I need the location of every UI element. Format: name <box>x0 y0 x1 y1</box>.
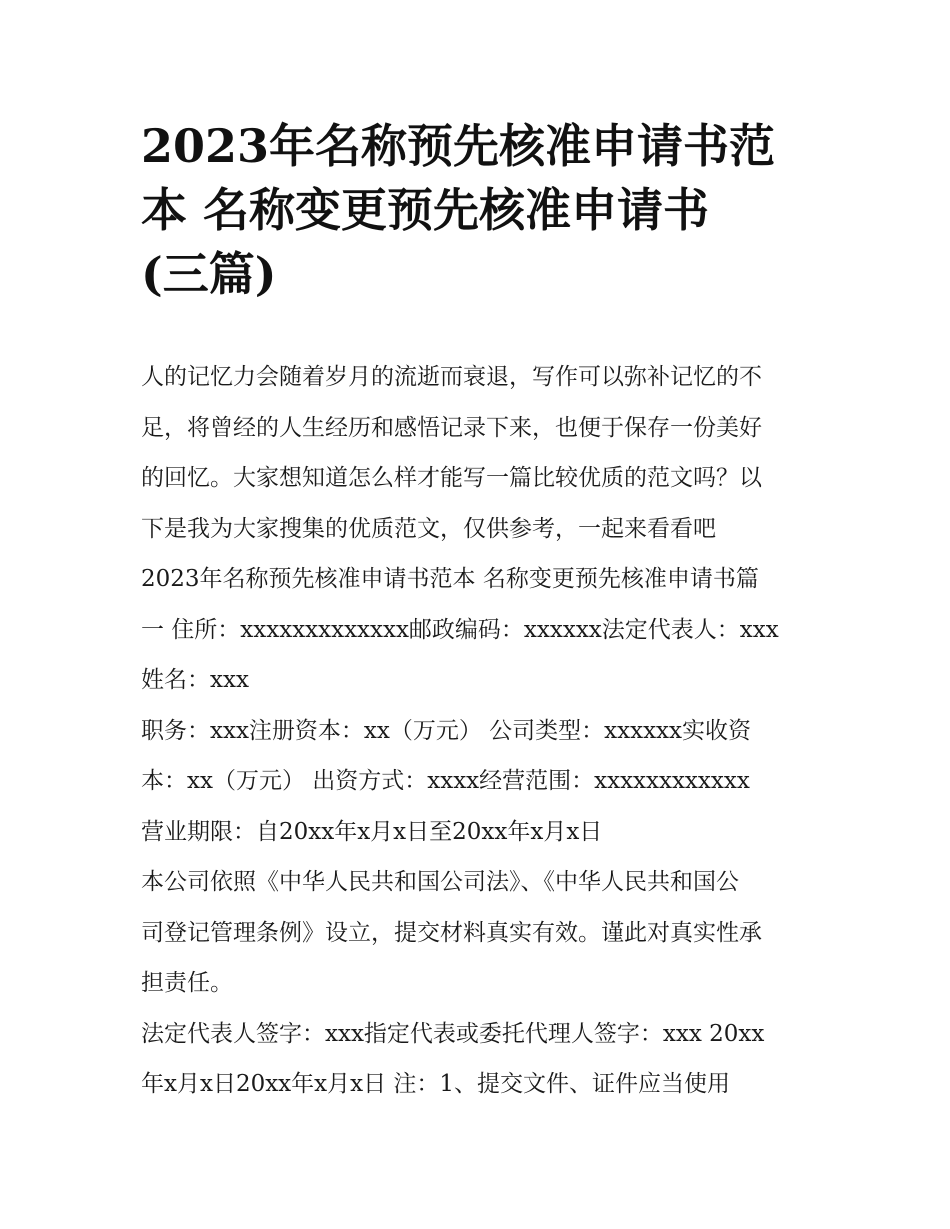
body-line: 司登记管理条例》设立，提交材料真实有效。谨此对真实性承 <box>141 919 762 946</box>
title-line: (三篇) <box>141 247 277 301</box>
body-line: 姓名：xxx <box>141 667 249 693</box>
body-line: 足，将曾经的人生经历和感悟记录下来，也便于保存一份美好 <box>141 414 762 441</box>
body-line: 营业期限：自20xx年x月x日至20xx年x月x日 <box>141 818 603 845</box>
body-line: 一 住所：xxxxxxxxxxxxx邮政编码：xxxxxx法定代表人：xxx <box>141 616 779 643</box>
body-line: 本公司依照《中华人民共和国公司法》、《中华人民共和国公 <box>141 869 739 895</box>
body-line: 担责任。 <box>141 970 233 996</box>
body-line: 本：xx（万元） 出资方式：xxxx经营范围：xxxxxxxxxxxx <box>141 768 750 794</box>
title-line: 2023年名称预先核准申请书范 <box>141 119 776 173</box>
body-line: 法定代表人签字：xxx指定代表或委托代理人签字：xxx 20xx <box>141 1020 765 1047</box>
body-line: 2023年名称预先核准申请书范本 名称变更预先核准申请书篇 <box>141 566 759 592</box>
body-line: 人的记忆力会随着岁月的流逝而衰退，写作可以弥补记忆的不 <box>141 364 762 390</box>
body-line: 年x月x日20xx年x月x日 注：1、提交文件、证件应当使用 <box>141 1071 731 1097</box>
body-line: 的回忆。大家想知道怎么样才能写一篇比较优质的范文吗？以 <box>141 465 762 491</box>
document-body <box>141 352 831 1110</box>
document-title <box>141 114 821 306</box>
title-line: 本 名称变更预先核准申请书 <box>141 183 710 237</box>
body-line: 下是我为大家搜集的优质范文，仅供参考，一起来看看吧 <box>141 515 716 542</box>
body-line: 职务：xxx注册资本：xx（万元） 公司类型：xxxxxx实收资 <box>141 717 751 744</box>
